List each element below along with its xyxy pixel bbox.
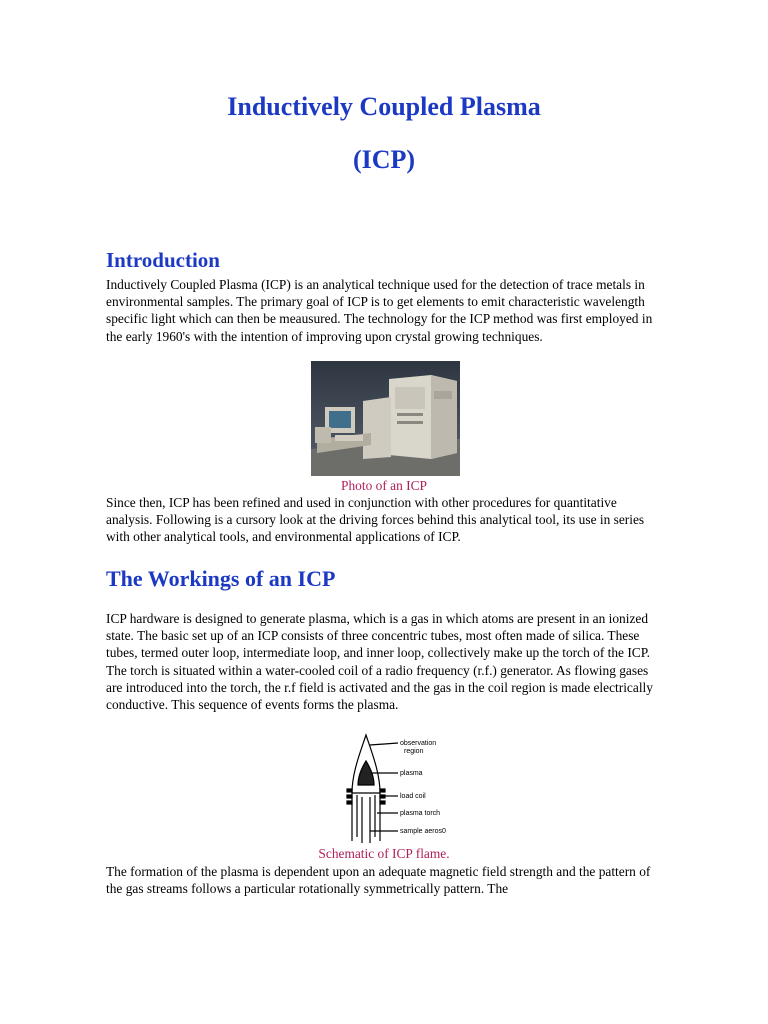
introduction-heading: Introduction bbox=[106, 248, 220, 272]
plasma-torch-label: plasma torch bbox=[400, 810, 441, 817]
load-coil-label: load coil bbox=[400, 793, 426, 800]
workings-paragraph-2: The formation of the plasma is dependent upon an adequate magnetic field strength and the pattern of the gas streams follows a particular rotationally symmetrically pattern. The bbox=[106, 864, 651, 897]
region-label: region bbox=[404, 748, 424, 755]
sample-aerosol-label: sample aeros0 bbox=[400, 828, 446, 835]
icp-flame-schematic bbox=[330, 733, 446, 845]
plasma-label: plasma bbox=[400, 770, 423, 777]
workings-paragraph: ICP hardware is designed to generate plasma, which is a gas in which atoms are present in an ionized state. The basic set up of an ICP consists of three concentric tubes, most often made of silica. These tubes, termed outer loop, intermediate loop, and inner loop, collectively make up the torch of the ICP. The torch is situated within a water-cooled coil of a radio frequency (r.f.) generator. As flowing gases are introduced into the torch, the r.f field is activated and the gas in the coil region is made electrically conductive. This sequence of events forms the plasma. bbox=[106, 611, 653, 713]
schematic-caption: Schematic of ICP flame. bbox=[318, 846, 450, 861]
icp-instrument-illustration bbox=[311, 361, 460, 476]
introduction-paragraph: Inductively Coupled Plasma (ICP) is an analytical technique used for the detection of trace metals in environmental samples. The primary goal of ICP is to get elements to emit characteristic wavelength specific light which can then be meausured. The technology for the ICP method was first employed in the early 1960's with the intention of improving upon crystal growing techniques. bbox=[106, 277, 653, 344]
introduction-paragraph-2: Since then, ICP has been refined and used in conjunction with other procedures for quantitative analysis. Following is a cursory look at the driving forces behind this analytical tool, its use in series with other analytical tools, and environmental applications of ICP. bbox=[106, 495, 645, 545]
observation-label: observation bbox=[400, 740, 437, 747]
page-title-abbreviation: (ICP) bbox=[352, 145, 416, 174]
page-title: Inductively Coupled Plasma bbox=[227, 92, 541, 121]
icp-flame-diagram bbox=[330, 733, 446, 845]
icp-photo bbox=[311, 361, 460, 476]
workings-heading: The Workings of an ICP bbox=[106, 566, 336, 591]
photo-caption: Photo of an ICP bbox=[341, 478, 427, 493]
